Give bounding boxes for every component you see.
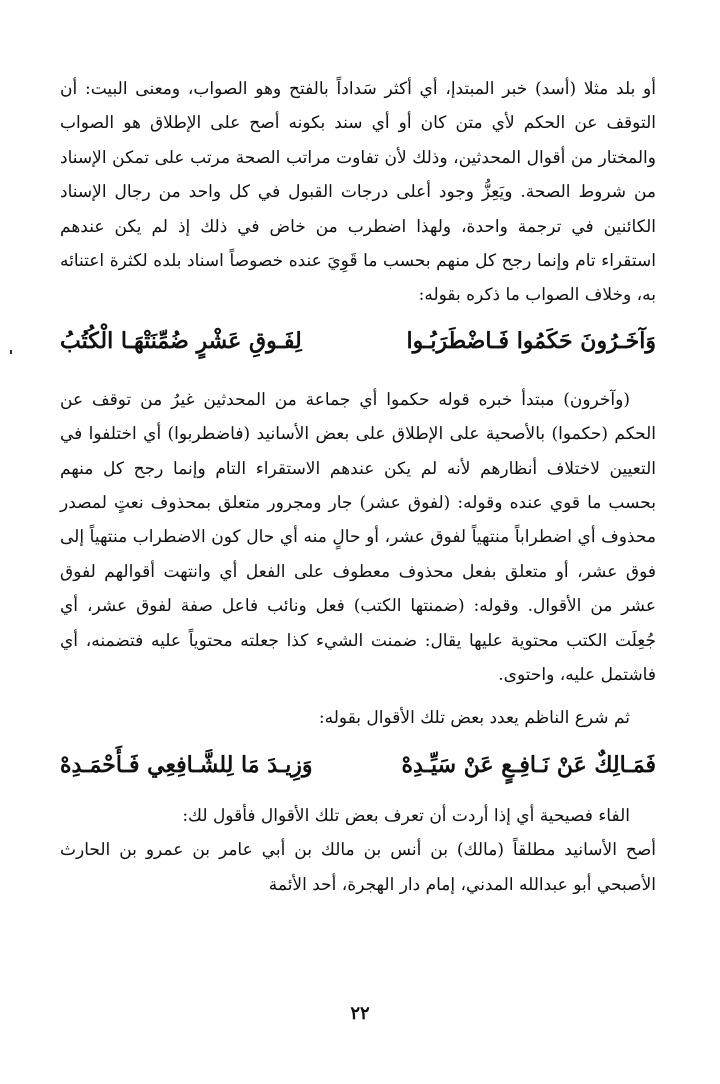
verse-1-second-hemistich: لِفَـوقِ عَشْرٍ ضُمِّنَتْهَـا الْكُتُبُ: [60, 327, 302, 354]
commentary-paragraph-4: الفاء فصيحية أي إذا أردت أن تعرف بعض تلك الأقوال فأقول لك:: [182, 805, 630, 826]
commentary-paragraph-3: ثم شرع الناظم يعدد بعض تلك الأقوال بقوله:: [318, 707, 630, 728]
commentary-paragraph-5: أصح الأسانيد مطلقاً (مالك) بن أنس بن مالك بن أبي عامر بن عمرو بن الحارث الأصبحي أبو عبدالله المدني، إمام دار الهجرة، أحد الأئمة: [60, 840, 656, 895]
verse-line-1: [60, 319, 656, 363]
commentary-paragraph-1: أو بلد مثلا (أسد) خبر المبتدإ، أي أكثر سَداداً بالفتح وهو الصواب، ومعنى البيت: أن التوقف عن الحكم لأي متن كان أو أي سند بكونه أصح على الإطلاق هو الصواب والمختار من أقوال المحدثين، وذلك لأن تفاوت مراتب الصحة مرتب على تمكن الإسناد من شروط الصحة. ويَعِزُّ وجود أعلى درجات القبول في كل واحد من رجال الإسناد الكائنين في ترجمة واحدة، ولهذا اضطرب من خاض في ذلك إذ لم يكن عندهم استقراء تام وإنما رجح كل منهم بحسب ما قَوِيَ عنده خصوصاً اسناد بلده لكثرة اعتنائه به، وخلاف الصواب ما ذكره بقوله:: [60, 79, 656, 306]
commentary-paragraph-2: (وآخرون) مبتدأ خبره قوله حكموا أي جماعة من المحدثين غيرُ من توقف عن الحكم (حكموا) بالأصحية على الإطلاق على بعض الأسانيد (فاضطربوا) أي اختلفوا في التعيين لاختلاف أنظارهم لأنه لم يكن عندهم الاستقراء التام وإنما رجح كل منهم بحسب ما قوي عنده وقوله: (لفوق عشر) جار ومجرور متعلق بمحذوف نعتٍ لمصدر محذوف أي اضطراباً منتهياً لفوق عشر، أو حالٍ منه أي حال كون الاضطراب منتهياً إلى فوق عشر، أو متعلق بفعل محذوف معطوف على الفعل أي وانتهت أقوالهم لفوق عشر من الأقوال. وقوله: (ضمنتها الكتب) فعل ونائب فاعل صفة لفوق عشر، أي جُعِلَت الكتب محتوية عليها يقال: ضمنت الشيء كذا جعلته محتوياً عليه فتضمنه، أي فاشتمل عليه، واحتوى.: [60, 389, 656, 686]
margin-mark: [10, 350, 12, 354]
verse-line-2: [60, 743, 656, 787]
verse-2-second-hemistich: وَزِيـدَ مَا لِلشَّـافِعِي فَـأَحْمَـدِهْ: [60, 751, 313, 778]
page-number: ٢٢: [350, 1003, 370, 1024]
book-page: [60, 72, 656, 902]
verse-1-first-hemistich: وَآخَـرُونَ حَكَمُوا فَـاضْطَرَبُـوا: [406, 327, 656, 354]
verse-2-first-hemistich: فَمَـالِكٌ عَنْ نَـافِـعٍ عَنْ سَيِّـدِهْ: [401, 751, 656, 778]
